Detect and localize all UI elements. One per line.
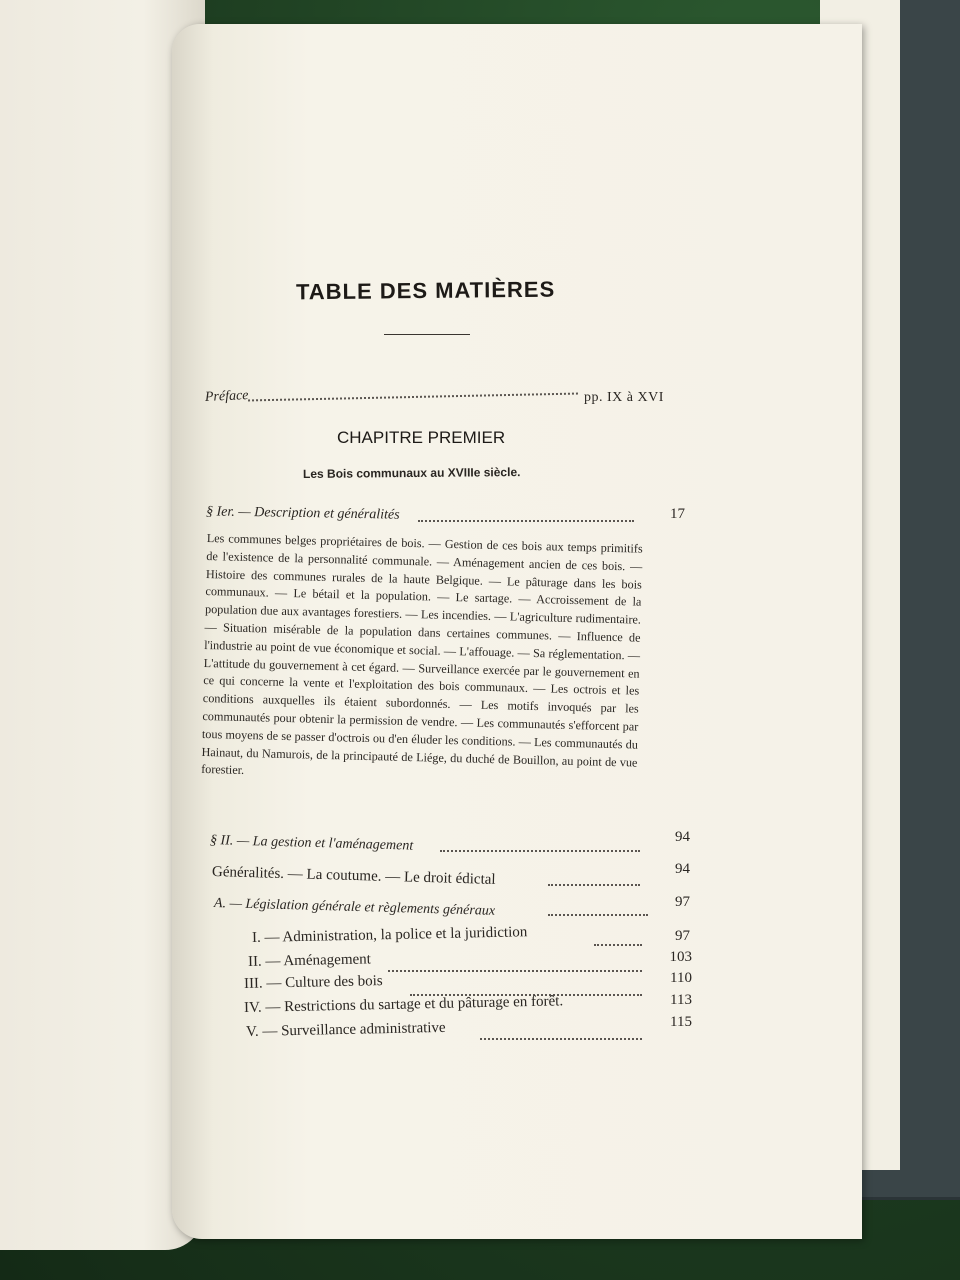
item-1-page: 97	[675, 928, 690, 944]
legislation-page: 97	[675, 894, 690, 910]
section-1-leader	[418, 520, 634, 522]
section-2-leader	[440, 850, 640, 852]
section-1-label: § Ier. — Description et généralités	[205, 504, 400, 523]
section-2-page: 94	[675, 829, 690, 845]
section-1-page: 17	[670, 506, 685, 522]
preface-pages: pp. IX à XVI	[584, 390, 664, 405]
page-title: TABLE DES MATIÈRES	[295, 276, 556, 305]
generalites-leader	[548, 884, 640, 886]
title-rule	[384, 334, 470, 335]
item-1-leader	[594, 944, 642, 946]
chapter-title: CHAPITRE PREMIER	[337, 428, 506, 447]
item-5-label: V. — Surveillance administrative	[245, 1019, 446, 1040]
item-4-page: 113	[670, 992, 692, 1008]
item-1-label: I. — Administration, la police et la juridiction	[251, 924, 528, 946]
generalites-label: Généralités. — La coutume. — Le droit édictal	[211, 864, 496, 888]
item-2-label: II. — Aménagement	[247, 951, 372, 970]
item-5-page: 115	[670, 1014, 692, 1030]
preface-label: Préface	[204, 388, 249, 405]
item-3-label: III. — Culture des bois	[243, 973, 383, 992]
generalites-page: 94	[675, 861, 690, 877]
item-2-page: 103	[669, 949, 692, 965]
section-2-label: § II. — La gestion et l'aménagement	[209, 833, 414, 854]
legislation-label: A. — Législation générale et règlements généraux	[213, 896, 496, 919]
item-5-leader	[480, 1038, 642, 1040]
item-2-leader	[388, 970, 642, 972]
item-4-label: IV. — Restrictions du sartage et du pâturage en forêt.	[243, 993, 564, 1016]
legislation-leader	[548, 914, 648, 916]
chapter-subtitle: Les Bois communaux au XVIIIe siècle.	[302, 465, 521, 481]
item-3-page: 110	[670, 970, 692, 986]
section-1-summary: Les communes belges propriétaires de bois. — Gestion de ces bois aux temps primitifs de l'existence de la personnalité communale. — Aménagement ancien de ces bois. — Histoire des communes rurales de la haute Belgique. — Le pâturage dans les bois communaux. — Le bétail et la population. — Le sartage. — Accroissement de la population due aux avantages forestiers. — Les incendies. — L'agriculture rudimentaire. — Situation misérable de la population dans certaines communes. — Influence de l'industrie au point de vue économique et social. — L'affouage. — Sa réglementation. — L'attitude du gouvernement à cet égard. — Surveillance exercée par le gouvernement en ce qui concerne la vente et l'exploitation des bois communaux. — Les octrois et les conditions auxquelles ils étaient subordonnés. — Les motifs invoqués par les communautés pour obtenir la permission de vendre. — Les communautés s'efforcent par tous moyens de se passer d'octrois ou d'en éluder les conditions. — Les communautés du Hainaut, du Namurois, de la principauté de Liége, du duché de Bouillon, au point de vue forestier.	[200, 530, 643, 778]
